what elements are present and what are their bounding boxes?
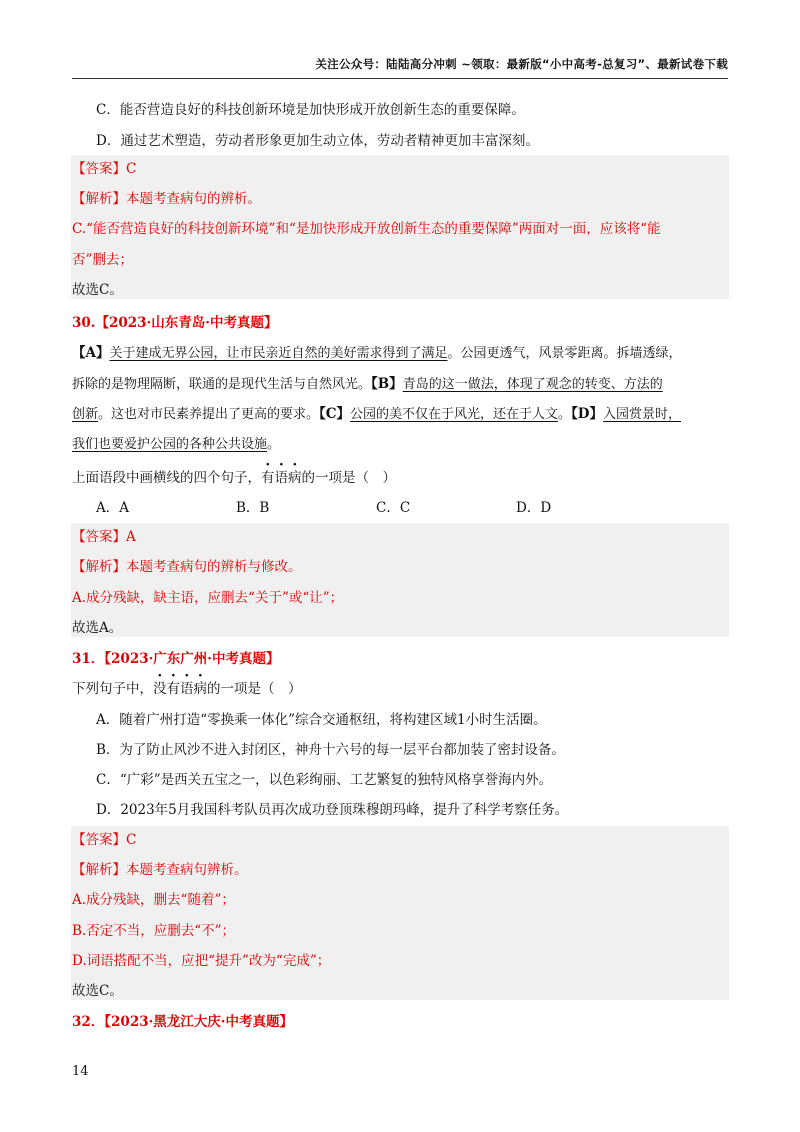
q30-label-d: 【D】 (571, 406, 604, 422)
q30-text: 。公园更透气，风景零距离。拆墙透绿， (447, 346, 682, 361)
prev-option-d: D．通过艺术塑造，劳动者形象更加生动立体，劳动者精神更加丰富深刻。 (96, 133, 539, 149)
analysis-intro: 本题考查病句辨析。 (126, 862, 248, 878)
q31-answer (72, 830, 728, 850)
header-divider (72, 78, 728, 79)
answer-label: 【答案】 (72, 161, 126, 177)
q31-stem-text: 的一项是（ ） (207, 681, 302, 697)
q30-sentence-d-part2: 我们也要爱护公园的各种公共设施 (72, 437, 268, 452)
q30-passage-line2 (72, 374, 728, 395)
q31-analysis (72, 860, 728, 880)
emphasis-char: 语 (180, 681, 194, 697)
q30-text: 。 (558, 407, 572, 422)
emphasis-char: 病 (288, 470, 302, 486)
q30-passage-line1 (72, 343, 728, 364)
analysis-label: 【解析】 (72, 862, 126, 878)
q30-sentence-d-part1: 入园赏景时， (603, 407, 682, 422)
emphasis-char: 有 (261, 470, 275, 486)
answer-value: C (126, 832, 137, 848)
q32-title: 32．【2023·黑龙江大庆·中考真题】 (72, 1014, 294, 1030)
q30-passage-line3 (72, 404, 728, 425)
q31-analysis-b: B.否定不当，应删去“不”； (72, 923, 236, 939)
emphasis-char: 语 (274, 470, 288, 486)
q30-choice-b: B．B (236, 500, 270, 516)
prev-analysis-line1: C.“能否营造良好的科技创新环境”和“是加快形成开放创新生态的重要保障”两面对一面，应该将“能 (72, 221, 661, 237)
q30-stem-text: 的一项是（ ） (301, 470, 396, 486)
q31-stem-text: 下列句子中， (72, 681, 153, 697)
q31-analysis-a: A.成分残缺，删去“随着”； (72, 892, 235, 908)
q30-text: 。这也对市民素养提出了更高的要求。 (98, 407, 320, 422)
q30-sentence-b-part1: 青岛的这一做法，体现了观念的转变、方法的 (402, 377, 663, 392)
prev-option-c: C．能否营造良好的科技创新环境是加快形成开放创新生态的重要保障。 (96, 102, 525, 118)
analysis-label: 【解析】 (72, 191, 126, 207)
q30-answer (72, 527, 728, 547)
analysis-intro: 本题考查病句的辨析。 (126, 191, 261, 207)
q30-title: 30.【2023·山东青岛·中考真题】 (72, 315, 278, 331)
answer-value: C (126, 161, 137, 177)
prev-analysis (72, 189, 728, 209)
q30-label-b: 【B】 (371, 376, 403, 392)
q30-sentence-c: 公园的美不仅在于风光，还在于人文 (350, 407, 559, 422)
analysis-intro: 本题考查病句的辨析与修改。 (126, 559, 302, 575)
q31-conclusion: 故选C。 (72, 983, 123, 999)
q30-analysis (72, 557, 728, 577)
q30-stem (72, 468, 728, 488)
q30-analysis-line1: A.成分残缺，缺主语，应删去“关于”或“让”； (72, 590, 344, 606)
answer-label: 【答案】 (72, 529, 126, 545)
q30-choice-a: A．A (96, 500, 129, 516)
q30-label-c: 【C】 (319, 406, 351, 422)
q31-option-c: C．“广彩”是西关五宝之一，以色彩绚丽、工艺繁复的独特风格享誉海内外。 (96, 772, 553, 788)
prev-analysis-line2: 否”删去； (72, 252, 133, 268)
q30-sentence-b-part2: 创新 (72, 407, 99, 422)
q31-analysis-d: D.词语搭配不当，应把“提升”改为“完成”； (72, 953, 331, 969)
q31-option-a: A．随着广州打造“零换乘一体化”综合交通枢纽，将构建区域1小时生活圈。 (96, 712, 547, 728)
emphasis-char: 有 (166, 681, 180, 697)
q30-text: 。 (267, 437, 281, 452)
q30-stem-text: 上面语段中画横线的四个句子， (72, 470, 261, 486)
answer-label: 【答案】 (72, 832, 126, 848)
q30-passage-line4 (72, 434, 728, 455)
q31-option-b: B．为了防止风沙不进入封闭区，神舟十六号的每一层平台都加装了密封设备。 (96, 742, 565, 758)
q31-answer-box (71, 826, 729, 1000)
prev-conclusion: 故选C。 (72, 282, 123, 298)
q30-text: 拆除的是物理隔断，联通的是现代生活与自然风光。 (72, 377, 372, 392)
q30-choice-c: C．C (376, 500, 411, 516)
q30-choices (72, 498, 728, 518)
q31-option-d: D．2023年5月我国科考队员再次成功登顶珠穆朗玛峰，提升了科学考察任务。 (96, 802, 569, 818)
prev-answer (72, 159, 728, 179)
answer-value: A (126, 529, 136, 545)
q30-conclusion: 故选A。 (72, 620, 123, 636)
q31-title: 31．【2023·广东广州·中考真题】 (72, 651, 280, 667)
analysis-label: 【解析】 (72, 559, 126, 575)
page-number: 14 (72, 1064, 89, 1079)
q30-label-a: 【A】 (72, 345, 110, 361)
emphasis-char: 没 (153, 681, 167, 697)
q30-choice-d: D．D (516, 500, 552, 516)
q31-stem (72, 679, 728, 699)
q30-sentence-a: 关于建成无界公园，让市民亲近自然的美好需求得到了满足 (109, 346, 448, 361)
emphasis-char: 病 (193, 681, 207, 697)
page-header: 关注公众号：陆陆高分冲刺 ~领取：最新版“小中高考-总复习”、最新试卷下载 (315, 57, 728, 71)
